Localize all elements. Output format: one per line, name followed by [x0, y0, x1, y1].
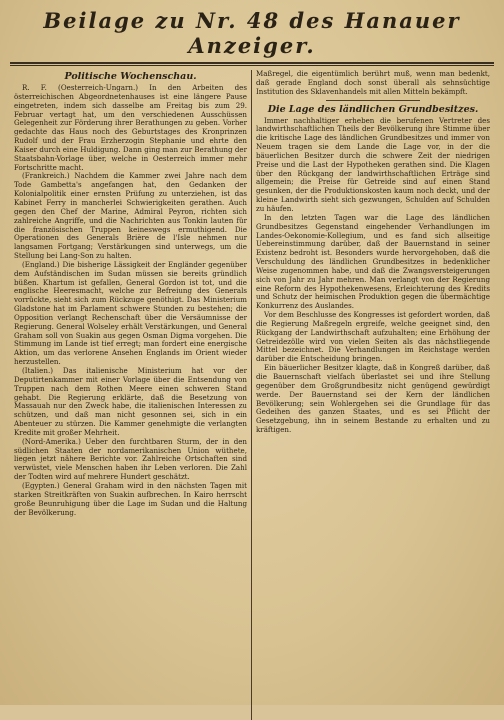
left-column	[10, 70, 252, 720]
left-paragraph: (England.) Die bisherige Lässigkeit der Engländer gegenüber dem Aufständischen im Sudan müssen sie bereits gründlich büßen. Khartum ist gefallen, General Gordon ist tot, und die englische Heeresmacht, welche zur Befreiung des Generals vorrückte, sieht sich zum Rückzuge genöthigt. Das Ministerium Gladstone hat im Parlament schwere Stunden zu bestehen; die Opposition verlangt Rechenschaft über die Versäumnisse der Regierung. General Wolseley erhält Verstärkungen, und General Graham soll von Suakin aus gegen Osman Digma vorgehen. Die Stimmung im Lande ist tief erregt; man fordert eine energische Aktion, um das verlorene Ansehen Englands im Orient wieder herzustellen.	[14, 259, 247, 367]
left-section-title: Politische Wochenschau.	[64, 71, 197, 82]
page-header-title: Beilage zu Nr. 48 des Hanauer Anzeiger.	[43, 8, 461, 58]
left-paragraph: (Egypten.) General Graham wird in den nächsten Tagen mit starken Streitkräften von Suakin aufbrechen. In Kairo herrscht große Beunruhigung über die Lage im Sudan und die Haltung der Bevölkerung.	[14, 480, 247, 517]
right-column	[252, 70, 494, 720]
right-section-title: Die Lage des ländlichen Grundbesitzes.	[267, 103, 479, 115]
right-paragraph: In den letzten Tagen war die Lage des ländlichen Grundbesitzes Gegenstand eingehender Verhandlungen im Landes-Oekonomie-Kollegium, und es fand sich allseitige Uebereinstimmung darüber, daß der Bauernstand in seiner Existenz bedroht ist. Besonders wurde hervorgehoben, daß die Verschuldung des ländlichen Grundbesitzes in bedenklicher Weise zugenommen habe, und daß die Zwangsversteigerungen sich von Jahr zu Jahr mehren. Man verlangt von der Regierung eine Reform des Hypothekenwesens, Erleichterung des Kredits und Schutz der heimischen Produktion gegen die übermächtige Konkurrenz des Auslandes.	[256, 212, 490, 311]
right-paragraph: Immer nachhaltiger erheben die berufenen Vertreter des landwirthschaftlichen Theils der Bevölkerung ihre Stimme über die kritische Lage des ländlichen Grundbesitzes und immer von Neuem tragen sie dem Lande die Lage vor, in der die bäuerlichen Besitzer durch die schwere Zeit der niedrigen Preise und die Last der Hypotheken gerathen sind. Die Klagen über den Rückgang der landwirthschaftlichen Erträge sind allgemein; die Preise für Getreide sind auf einen Stand gesunken, der die Produktionskosten kaum noch deckt, und der kleine Landwirth sieht sich gezwungen, Schulden auf Schulden zu häufen.	[256, 115, 490, 213]
header-rule-thin	[10, 65, 494, 66]
right-paragraph-continued: Maßregel, die eigentümlich berührt muß, wenn man bedenkt, daß gerade England doch sonst überall als sehnsüchtige Institution des Sklavenhandels mit allen Mitteln bekämpft.	[256, 70, 490, 96]
left-paragraph: (Frankreich.) Nachdem die Kammer zwei Jahre nach dem Tode Gambetta's angefangen hat, den Gedanken der Kolonialpolitik einer ernsten Prüfung zu unterziehen, ist das Kabinet Ferry in mancherlei Schwierigkeiten gerathen. Auch gegen den Chef der Marine, Admiral Peyron, richten sich zahlreiche Angriffe, und die Nachrichten aus Tonkin lauten für die französischen Truppen keineswegs ermuthigend. Die Operationen des Generals Brière de l'Isle nehmen nur langsamen Fortgang; Verstärkungen sind unterwegs, um die Stellung bei Lang-Son zu halten.	[14, 171, 247, 261]
left-paragraph: (Nord-Amerika.) Ueber den furchtbaren Sturm, der in den südlichen Staaten der nordamerikanischen Union wüthete, liegen jetzt nähere Berichte vor. Zahlreiche Ortschaften sind verwüstet, viele Menschen haben ihr Leben verloren. Die Zahl der Todten wird auf mehrere Hundert geschätzt.	[14, 436, 247, 482]
right-paragraph: Ein bäuerlicher Besitzer klagte, daß in Kongreß darüber, daß die Bauernschaft vielfach überlastet sei und ihre Stellung gegenüber dem Großgrundbesitz nicht genügend gewürdigt werde. Der Bauernstand sei der Kern der ländlichen Bevölkerung; sein Wohlergehen sei die Grundlage für das Gedeihen des ganzen Staates, und es sei Pflicht der Gesetzgebung, ihn in seinem Bestande zu erhalten und zu kräftigen.	[256, 363, 490, 435]
section-divider	[326, 100, 420, 101]
right-paragraph: Vor dem Beschlusse des Kongresses ist gefordert worden, daß die Regierung Maßregeln ergreife, welche geeignet sind, den Rückgang der Landwirthschaft aufzuhalten; eine Erhöhung der Getreidezölle wird von vielen Seiten als das nächstliegende Mittel bezeichnet. Die Verhandlungen im Reichstage werden darüber die Entscheidung bringen.	[256, 310, 490, 364]
left-paragraph: R. F. (Oesterreich-Ungarn.) In den Arbeiten des österreichischen Abgeordnetenhauses ist eine längere Pause eingetreten, indem sich dasselbe am Freitag bis zum 29. Februar vertagt hat, um den verschiedenen Ausschüssen Gelegenheit zur Förderung ihrer Berathungen zu geben. Vorher gedachte das Haus noch des Geburtstages des Kronprinzen Rudolf und der Frau Erzherzogin Stephanie und ehrte den Kaiser durch eine Huldigung. Dann ging man zur Berathung der Staatsbahn-Vorlage über, welche in Oesterreich immer mehr Fortschritte macht.	[14, 83, 247, 172]
header-rule	[10, 62, 494, 64]
text-columns	[10, 70, 494, 720]
left-paragraph: (Italien.) Das italienische Ministerium hat vor der Deputirtenkammer mit einer Vorlage über die Entsendung von Truppen nach dem Rothen Meere einen schweren Stand gehabt. Die Regierung erklärte, daß die Besetzung von Massauah nur den Zweck habe, die italienischen Interessen zu schützen, und daß man nicht gesonnen sei, sich in ein Abenteuer zu stürzen. Die Kammer genehmigte die verlangten Kredite mit großer Mehrheit.	[14, 366, 247, 437]
